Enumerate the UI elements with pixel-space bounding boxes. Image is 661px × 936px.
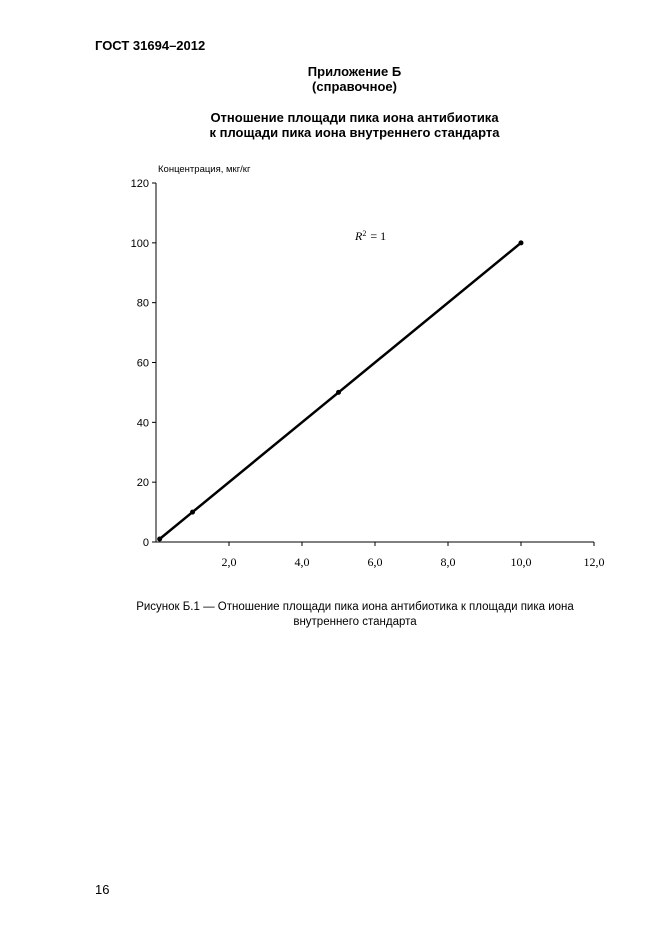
x-tick-label: 6,0 (367, 555, 383, 569)
appendix-heading (0, 64, 661, 94)
x-tick-label: 12,0 (583, 555, 605, 569)
figure-title (0, 110, 661, 140)
figure-title-line-2: к площади пика иона внутреннего стандарта (209, 125, 500, 140)
x-tick-label: 4,0 (294, 555, 310, 569)
figure-caption: Рисунок Б.1 — Отношение площади пика иона антибиотика к площади пика иона внутреннего стандарта (136, 601, 574, 628)
y-tick-labels (131, 178, 149, 549)
x-tick-label: 2,0 (221, 555, 237, 569)
y-tick-label: 20 (136, 477, 149, 490)
x-tick-label: 8,0 (440, 555, 456, 569)
document-code: ГОСТ 31694–2012 (95, 38, 206, 53)
appendix-title: Приложение Б (307, 64, 402, 79)
figure-title-line-1: Отношение площади пика иона антибиотика (210, 110, 499, 125)
r-value: = 1 (370, 229, 387, 243)
series-group (157, 240, 523, 541)
r-squared-annotation (354, 229, 386, 244)
appendix-subtitle: (справочное) (312, 79, 397, 94)
y-tick-label: 40 (136, 417, 149, 430)
y-tick-label: 100 (130, 237, 149, 250)
y-tick-label: 60 (136, 357, 149, 370)
data-point (157, 537, 162, 542)
data-point (190, 510, 195, 515)
data-point (519, 240, 524, 245)
data-point (336, 390, 341, 395)
y-axis-label: Концентрация, мкг/кг (158, 164, 251, 175)
calibration-chart (110, 160, 610, 580)
x-tick-labels (222, 555, 605, 569)
r-superscript: 2 (362, 228, 367, 238)
y-tick-label: 0 (142, 537, 149, 549)
y-tick-label: 80 (136, 297, 149, 310)
r-symbol: R (355, 229, 363, 243)
y-tick-label: 120 (130, 178, 149, 190)
x-tick-label: 10,0 (510, 555, 532, 569)
page-number: 16 (95, 882, 110, 897)
